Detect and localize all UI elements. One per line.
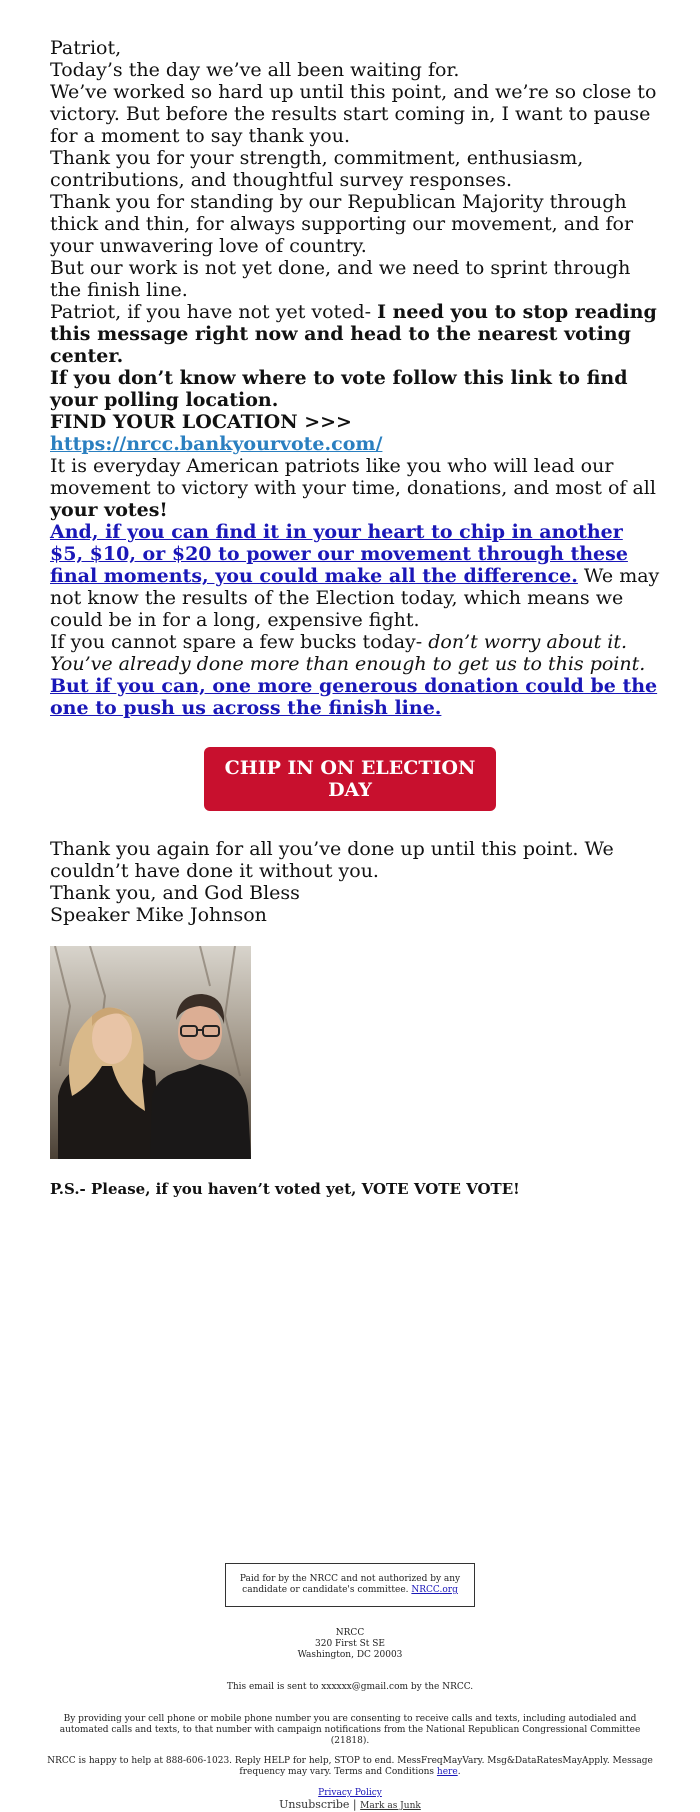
footer-links [0, 1788, 700, 1812]
cta-container [0, 747, 700, 811]
paragraph-worked: We’ve worked so hard up until this point, and we’re so close to victory. But before the results start coming in, I want to pause for a moment to say thank you. [50, 81, 657, 147]
paragraph-not-voted [50, 301, 662, 367]
find-location-label: FIND YOUR LOCATION >>> [50, 411, 352, 433]
paragraph-thank-again: Thank you again for all you’ve done up until this point. We couldn’t have done it without you. [50, 838, 614, 882]
nrcc-org-link[interactable]: NRCC.org [411, 1585, 458, 1595]
chip-in-election-day-button[interactable]: CHIP IN ON ELECTION DAY [204, 747, 496, 811]
photo-image [50, 946, 251, 1159]
consent-notice: By providing your cell phone or mobile phone number you are consenting to receive calls and texts, including autodialed and automated calls and texts, to that number with campaign notifications from the National Republican Congressional Committee (21818). [59, 1714, 641, 1746]
unsubscribe-text[interactable]: Unsubscribe [279, 1798, 350, 1811]
paragraph-chip-in [50, 521, 662, 631]
terms-link[interactable]: here [436, 1767, 458, 1777]
signature: Speaker Mike Johnson [50, 904, 267, 926]
mark-as-junk-link[interactable]: Mark as Junk [360, 1801, 421, 1811]
paragraph-thanks-majority: Thank you for standing by our Republican Majority through thick and thin, for always supporting our movement, and for your unwavering love of country. [50, 191, 634, 257]
everyday-bold: your votes! [50, 499, 168, 521]
not-voted-bold: I need you to stop reading this message right now and head to the nearest voting center. [50, 301, 657, 367]
mailing-address [0, 1628, 700, 1661]
paragraph-today: Today’s the day we’ve all been waiting for. [50, 59, 460, 81]
paragraph-everyday [50, 455, 662, 521]
spare-italic: don’t worry about it. You’ve already done more than enough to get us to this point. [50, 631, 646, 675]
everyday-lead: It is everyday American patriots like you who will lead our movement to victory with your time, donations, and most of all [50, 455, 656, 499]
paragraph-god-bless: Thank you, and God Bless [50, 882, 300, 904]
find-location-block [50, 411, 662, 455]
paragraph-work-not-done: But our work is not yet done, and we need to sprint through the finish line. [50, 257, 631, 301]
sent-to-notice: This email is sent to xxxxxx@gmail.com by the NRCC. [226, 1682, 474, 1692]
chip-in-link[interactable]: And, if you can find it in your heart to chip in another $5, $10, or $20 to power our movement through these final moments, you could make all the difference. [50, 521, 628, 587]
postscript: P.S.- Please, if you haven’t voted yet, VOTE VOTE VOTE! [50, 1180, 520, 1198]
find-location-link[interactable]: https://nrcc.bankyourvote.com/ [50, 433, 383, 455]
email-body [50, 0, 662, 1200]
not-voted-lead: Patriot, if you have not yet voted- [50, 301, 378, 323]
address-street: 320 First St SE [315, 1639, 385, 1649]
footer [0, 1563, 700, 1812]
address-city: Washington, DC 20003 [297, 1650, 403, 1660]
paid-for-text: Paid for by the NRCC and not authorized by any candidate or candidate's committee. [239, 1574, 461, 1595]
greeting: Patriot, [50, 37, 122, 59]
help-notice [0, 1756, 700, 1778]
help-end: . [457, 1767, 461, 1777]
paragraph-spare [50, 631, 662, 719]
paragraph-thanks-strength: Thank you for your strength, commitment, enthusiasm, contributions, and thoughtful survey responses. [50, 147, 584, 191]
paragraph-dont-know: If you don’t know where to vote follow this link to find your polling location. [50, 367, 628, 411]
link-separator: | [349, 1798, 361, 1811]
address-name: NRCC [335, 1628, 365, 1638]
chip-in-rest: We may not know the results of the Election today, which means we could be in for a long, expensive fight. [50, 565, 660, 631]
donation-link[interactable]: But if you can, one more generous donation could be the one to push us across the finish line. [50, 675, 658, 719]
help-text: NRCC is happy to help at 888-606-1023. Reply HELP for help, STOP to end. MessFreqMayVary. Msg&DataRatesMayApply. Message frequency may vary. Terms and Conditions [47, 1756, 653, 1777]
privacy-policy-link[interactable]: Privacy Policy [318, 1788, 382, 1798]
spare-lead: If you cannot spare a few bucks today- [50, 631, 429, 653]
paid-for-box [225, 1563, 475, 1607]
